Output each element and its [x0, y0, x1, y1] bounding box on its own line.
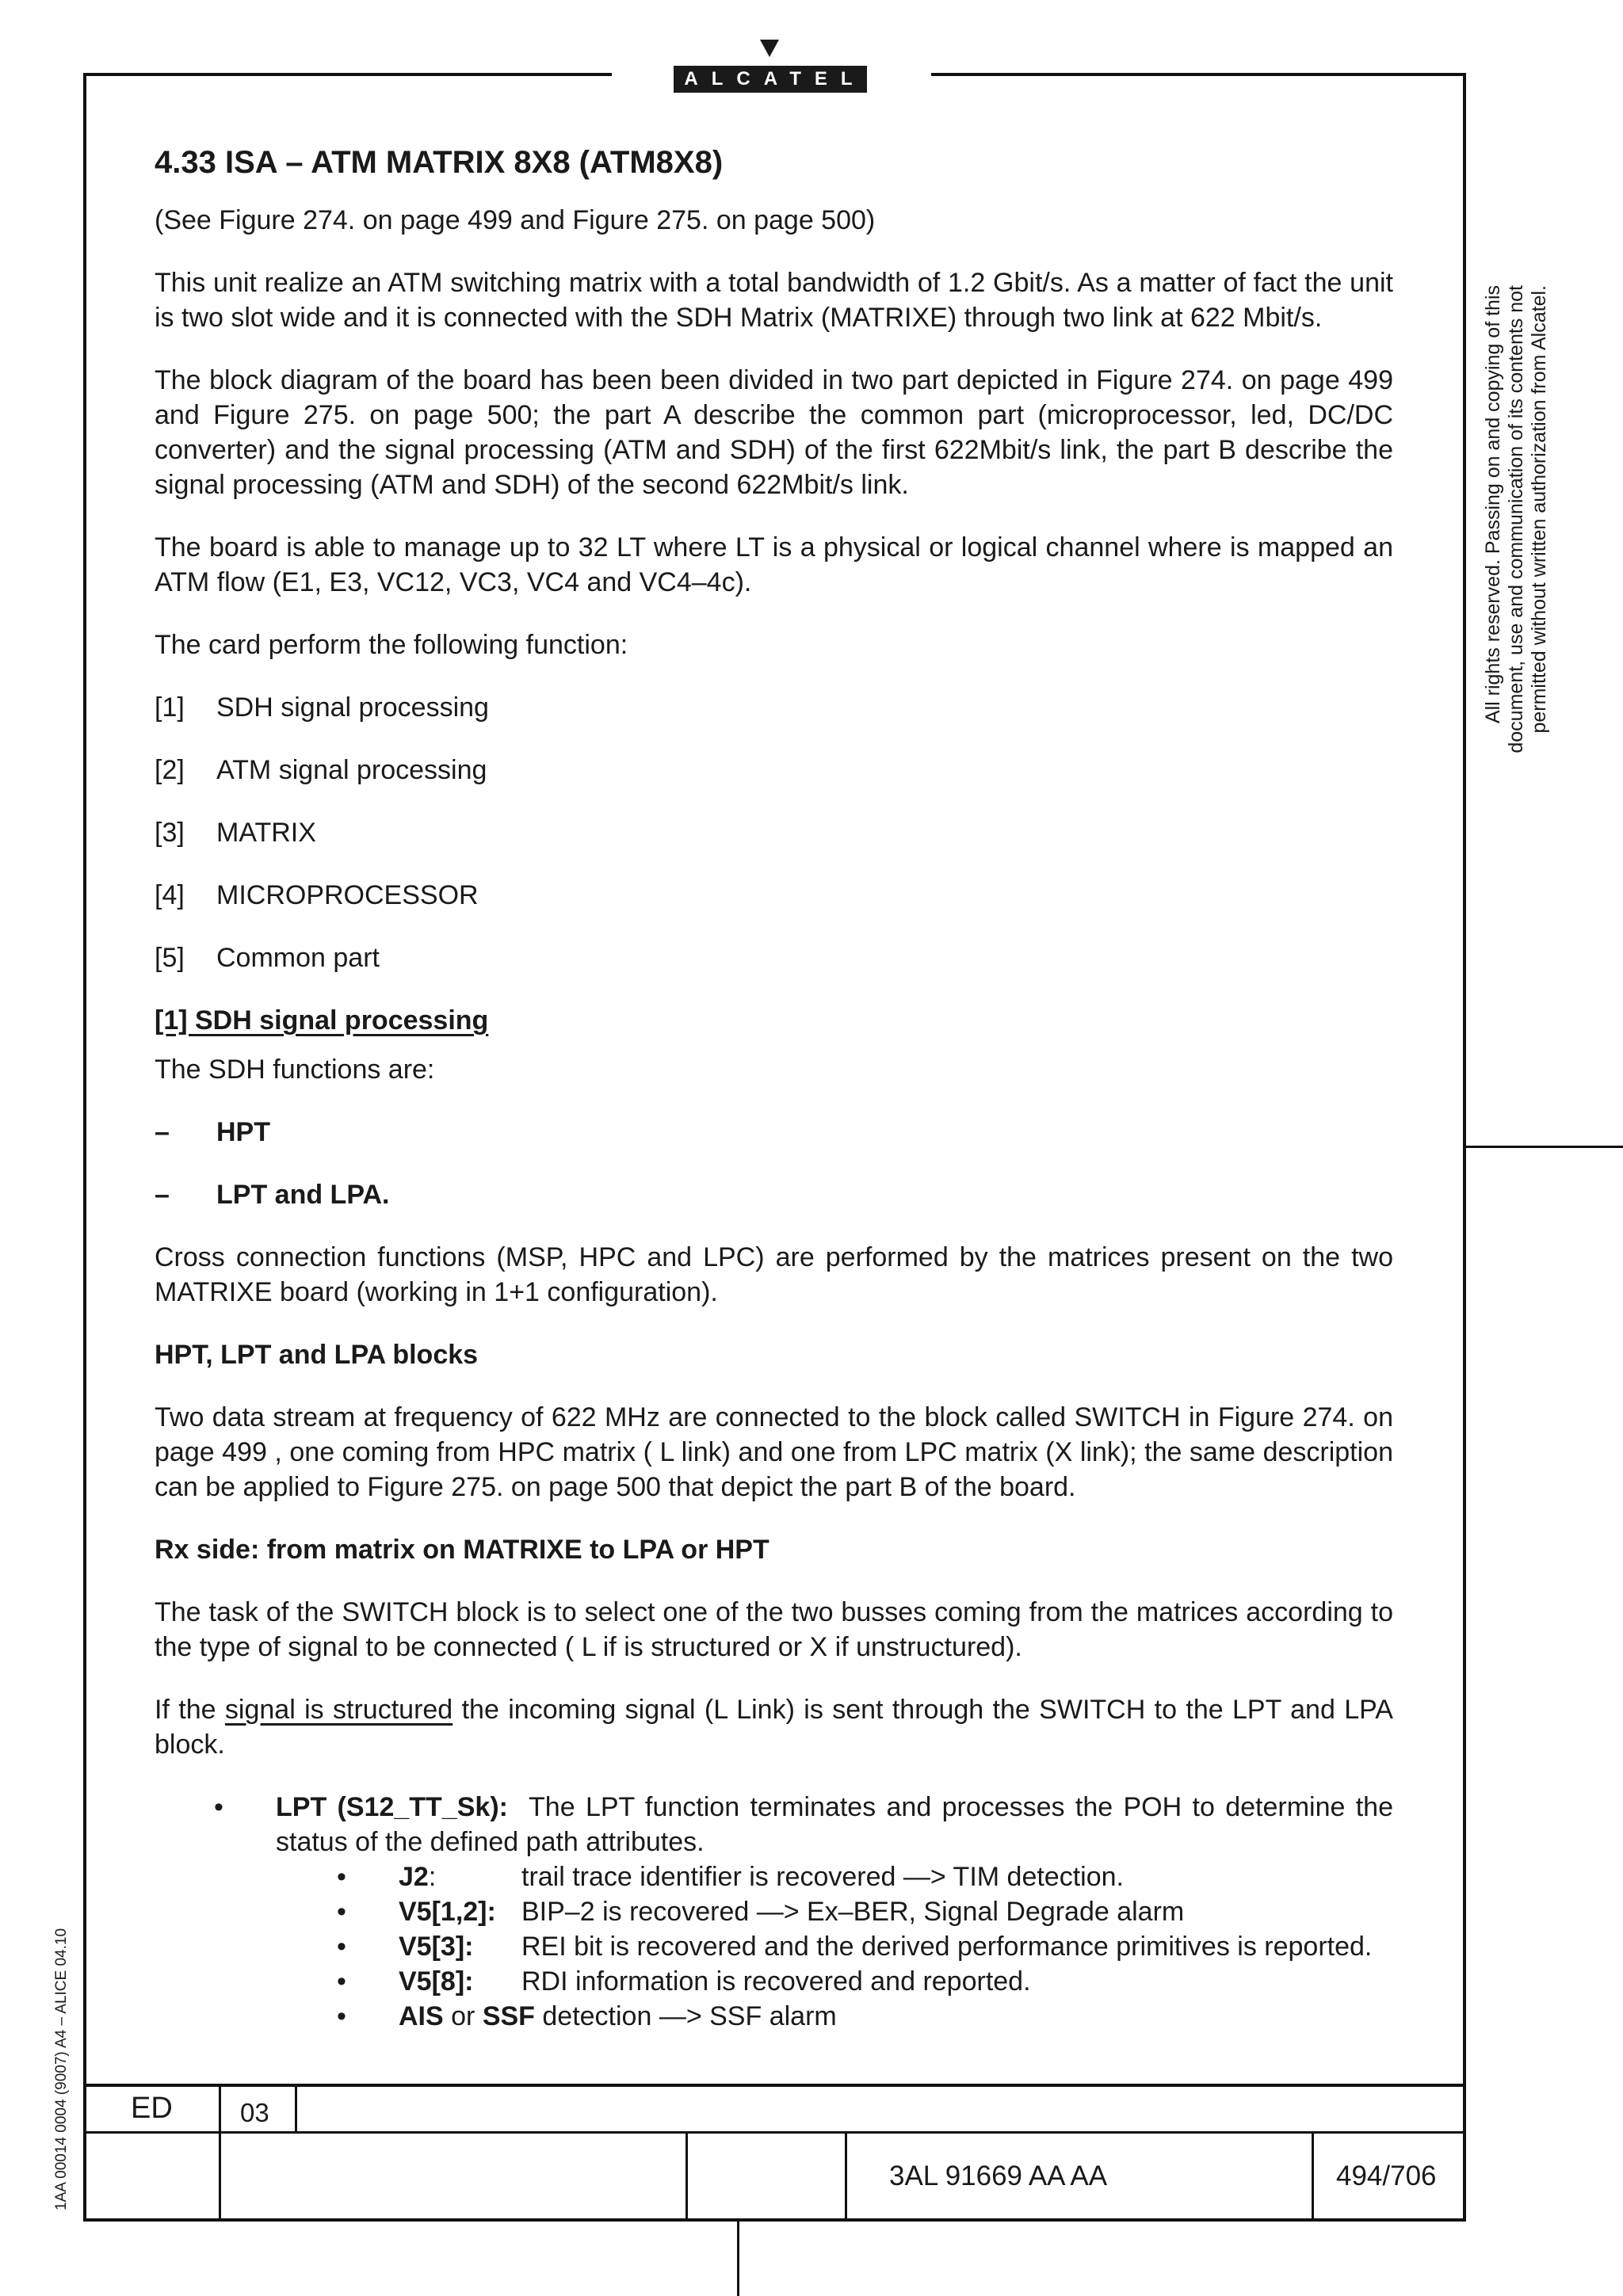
- function-number: [1]: [155, 692, 185, 723]
- lpt-description: The LPT function terminates and processes the POH to determine the status of the defined path attributes.: [276, 1792, 1393, 1857]
- ssf-label: SSF: [482, 2001, 535, 2031]
- sdh-function-label: LPT and LPA.: [216, 1180, 390, 1210]
- function-label: SDH signal processing: [216, 692, 489, 723]
- section-title: 4.33 ISA – ATM MATRIX 8X8 (ATM8X8): [155, 145, 724, 180]
- sub-bullet-label: V5[1,2]:: [399, 1897, 496, 1927]
- bullet-dot: •: [337, 2001, 346, 2031]
- footer-bottom-line: [83, 2218, 1466, 2222]
- bullet-dot: •: [337, 1966, 346, 1997]
- function-number: [4]: [155, 880, 185, 910]
- function-item: [155, 815, 1393, 850]
- dash-marker: –: [155, 1180, 170, 1210]
- sub-bullet-label: J2:: [399, 1862, 437, 1892]
- block-diagram-paragraph: The block diagram of the board has been been divided in two part depicted in Figure 274. on page 499 and Figure 275. on page 500; the part A describe the common part (microprocessor, led, DC/DC converter) and the signal processing (ATM and SDH) of the first 622Mbit/s link, the part B describe the signal processing (ATM and SDH) of the second 622Mbit/s link.: [155, 365, 1393, 500]
- function-item: [155, 690, 1393, 725]
- sub-bullet: [337, 1859, 1393, 1894]
- side-tick: [1465, 1146, 1623, 1148]
- page-number: 494/706: [1336, 2161, 1437, 2191]
- bullet-dot: •: [337, 1932, 346, 1962]
- signal-structured-text: signal is structured: [224, 1695, 453, 1725]
- cross-connection-paragraph: Cross connection functions (MSP, HPC and LPC) are performed by the matrices present on the two MATRIXE board (working in 1+1 configuration).: [155, 1242, 1393, 1307]
- switch-task-paragraph: The task of the SWITCH block is to select one of the two busses coming from the matrices according to the type of signal to be connected ( L if is structured or X if unstructured).: [155, 1597, 1393, 1662]
- function-item: [155, 753, 1393, 788]
- sdh-functions-intro: The SDH functions are:: [155, 1055, 435, 1085]
- function-number: [2]: [155, 755, 185, 785]
- lpt-bullet-text: [276, 1790, 1393, 1859]
- document-code: 3AL 91669 AA AA: [889, 2161, 1108, 2191]
- structured-rest-text: the incoming signal (L Link) is sent through the SWITCH to the LPT and LPA block.: [155, 1695, 1393, 1760]
- sub-bullet-text: RDI information is recovered and reported.: [521, 1966, 1031, 1997]
- structured-signal-paragraph: [155, 1692, 1393, 1762]
- frame-left: [83, 73, 86, 2222]
- lpt-bullet: [214, 1790, 1393, 1859]
- function-number: [3]: [155, 818, 185, 848]
- frame-top-right: [931, 73, 1466, 76]
- function-item: [155, 940, 1393, 975]
- sub-bullet: [337, 1999, 1393, 2034]
- blocks-heading: HPT, LPT and LPA blocks: [155, 1340, 479, 1370]
- sub-bullet-label: V5[3]:: [399, 1932, 474, 1962]
- sdh-function-item: [155, 1115, 1393, 1150]
- ed-label: ED: [131, 2092, 173, 2125]
- sdh-heading: [1] SDH signal processing: [155, 1005, 489, 1035]
- sub-bullet: [337, 1929, 1393, 1964]
- form-code: 1AA 00014 0004 (9007) A4 – ALICE 04.10: [53, 1928, 70, 2210]
- sub-bullet-text: BIP–2 is recovered —> Ex–BER, Signal Degrade alarm: [521, 1897, 1185, 1927]
- footer-divider: [845, 2131, 847, 2220]
- bullet-dot: •: [337, 1897, 346, 1927]
- if-the-text: If the: [155, 1695, 225, 1725]
- sub-bullet-text: REI bit is recovered and the derived performance primitives is reported.: [521, 1932, 1373, 1962]
- footer-divider: [1312, 2131, 1314, 2220]
- function-label: Common part: [216, 943, 380, 973]
- sub-bullet: [337, 1894, 1393, 1929]
- alcatel-logo: ALCATEL: [674, 66, 867, 93]
- sub-bullet-label: V5[8]:: [399, 1966, 474, 1997]
- copyright-notice: All rights reserved. Passing on and copying of this document, use and communication of its contents not permitted without written authorization from Alcatel.: [1482, 285, 1550, 753]
- ais-label: AIS: [399, 2001, 444, 2031]
- footer-top-line: [83, 2084, 1466, 2087]
- rx-side-heading: Rx side: from matrix on MATRIXE to LPA or HPT: [155, 1535, 769, 1565]
- function-label: MICROPROCESSOR: [216, 880, 479, 910]
- sub-bullet: [337, 1964, 1393, 1999]
- card-perform-paragraph: The card perform the following function:: [155, 630, 628, 660]
- data-stream-paragraph: Two data stream at frequency of 622 MHz are connected to the block called SWITCH in Figure 274. on page 499 , one coming from HPC matrix ( L link) and one from LPC matrix (X link); the same description can be applied to Figure 275. on page 500 that depict the part B of the board.: [155, 1402, 1393, 1502]
- footer-divider: [685, 2131, 688, 2220]
- document-body: [155, 143, 1393, 2034]
- sub-bullet-text: trail trace identifier is recovered —> TIM detection.: [521, 1862, 1124, 1892]
- bullet-dot: •: [337, 1862, 346, 1892]
- board-manage-paragraph: The board is able to manage up to 32 LT where LT is a physical or logical channel where is mapped an ATM flow (E1, E3, VC12, VC3, VC4 and VC4–4c).: [155, 532, 1393, 597]
- bottom-cut-mark: [737, 2221, 739, 2296]
- footer-divider: [219, 2084, 221, 2220]
- frame-top-left: [83, 73, 612, 76]
- function-item: [155, 878, 1393, 913]
- see-figures-ref: (See Figure 274. on page 499 and Figure 275. on page 500): [155, 205, 876, 235]
- footer-divider: [295, 2084, 297, 2133]
- sdh-function-label: HPT: [216, 1117, 270, 1147]
- sdh-function-item: [155, 1177, 1393, 1212]
- function-number: [5]: [155, 943, 185, 973]
- lpt-label: LPT (S12_TT_Sk):: [276, 1792, 508, 1822]
- function-label: ATM signal processing: [216, 755, 487, 785]
- bullet-dot: •: [214, 1792, 223, 1822]
- footer-mid-line: [83, 2131, 1466, 2134]
- dash-marker: –: [155, 1117, 170, 1147]
- ais-ssf-text: AIS or SSF detection —> SSF alarm: [399, 2001, 837, 2031]
- function-label: MATRIX: [216, 818, 316, 848]
- intro-paragraph: This unit realize an ATM switching matrix with a total bandwidth of 1.2 Gbit/s. As a matter of fact the unit is two slot wide and it is connected with the SDH Matrix (MATRIXE) through two link at 622 Mbit/s.: [155, 268, 1393, 333]
- ed-value: 03: [240, 2098, 269, 2127]
- logo-triangle-icon: [760, 40, 779, 57]
